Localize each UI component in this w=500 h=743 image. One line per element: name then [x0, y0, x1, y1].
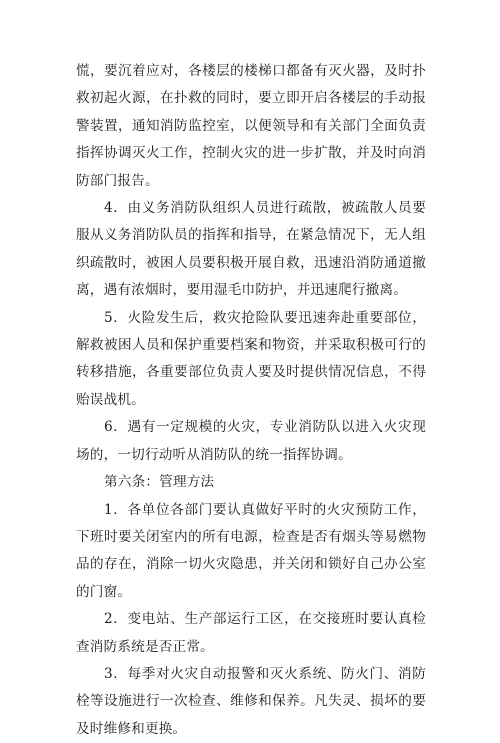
paragraph-continuation: 慌，要沉着应对，各楼层的楼梯口都备有灭火器，及时扑救初起火源，在扑救的同时，要立即开启各楼层的手动报警装置，通知消防监控室，以便领导和有关部门全面负责指挥协调灭火工作，控制火灾的进一步扩散，并及时向消防部门报告。: [76, 63, 426, 189]
section-heading-article-6: 第六条：管理方法: [104, 474, 215, 491]
paragraph-item-6: 6．遇有一定规模的火灾，专业消防队以进入火灾现场的，一切行动听从消防队的统一指挥协调。: [76, 419, 426, 463]
paragraph-method-3: 3．每季对火灾自动报警和灭火系统、防火门、消防栓等设施进行一次检查、维修和保养。凡失灵、损坏的要及时维修和更换。: [76, 665, 426, 737]
paragraph-method-2: 2．变电站、生产部运行工区，在交接班时要认真检查消防系统是否正常。: [76, 611, 426, 655]
document-body: [76, 58, 426, 743]
paragraph-method-1: 1．各单位各部门要认真做好平时的火灾预防工作，下班时要关闭室内的所有电源，检查是否有烟头等易燃物品的存在，消除一切火灾隐患，并关闭和锁好自己办公室的门窗。: [76, 501, 426, 600]
paragraph-item-5: 5．火险发生后，救灾抢险队要迅速奔赴重要部位，解救被困人员和保护重要档案和物资，并采取积极可行的转移措施，各重要部位负责人要及时提供情况信息，不得贻误战机。: [76, 309, 426, 408]
paragraph-item-4: 4．由义务消防队组织人员进行疏散，被疏散人员要服从义务消防队员的指挥和指导，在紧急情况下，无人组织疏散时，被困人员要积极开展自救，迅速沿消防通道撤离，遇有浓烟时，要用湿毛巾防护，并迅速爬行撤离。: [76, 200, 426, 299]
